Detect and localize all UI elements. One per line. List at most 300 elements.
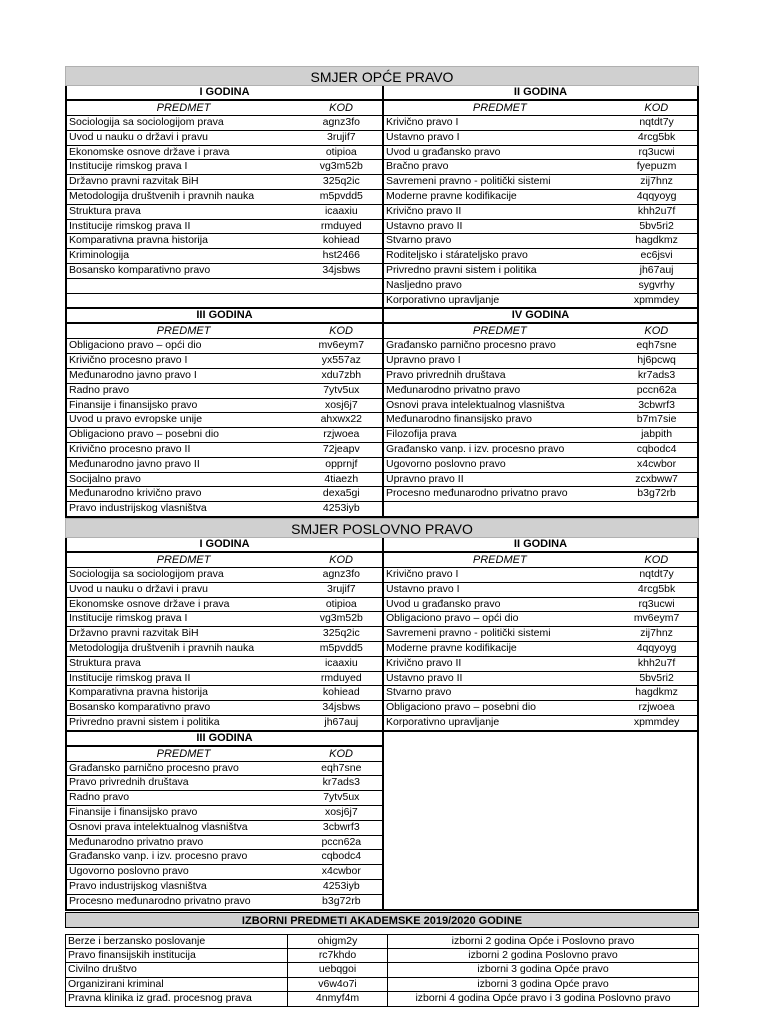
course-name: Uvod u građansko pravo [386, 145, 501, 158]
course-code: 72jeapv [322, 442, 360, 455]
course-name: Ustavno pravo II [386, 219, 463, 232]
course-code: 325q2ic [322, 627, 360, 640]
elective-row [66, 948, 698, 962]
course-code: 34jsbws [322, 701, 361, 714]
course-row [384, 597, 697, 612]
course-row [67, 582, 382, 597]
course-row [67, 715, 382, 730]
kod-header: KOD [644, 102, 669, 114]
course-name: Krivično pravo I [386, 116, 459, 128]
course-name: Međunarodno privatno pravo [386, 383, 521, 396]
course-name: Ustavno pravo I [386, 130, 460, 143]
course-row [384, 338, 697, 353]
course-row [384, 457, 697, 472]
course-code: nqtdt7y [639, 116, 674, 128]
course-row [384, 278, 697, 293]
course-row [384, 641, 697, 656]
course-name: Upravno pravo I [386, 354, 461, 367]
course-name: Krivično pravo II [386, 204, 462, 217]
course-code: x4cwbor [321, 865, 361, 878]
course-name: Komparativna pravna historija [69, 686, 208, 699]
kod-header: KOD [329, 747, 353, 760]
elective-note: izborni 3 godina Opće pravo [477, 963, 609, 976]
kod-header: KOD [329, 102, 353, 114]
course-name: Filozofija prava [386, 428, 457, 441]
course-row [67, 412, 382, 427]
elective-code: 4nmyf4m [288, 992, 388, 1005]
elective-row [66, 935, 698, 948]
course-name: Uvod u nauku o državi i pravu [69, 582, 208, 595]
course-code: 4tiaezh [324, 472, 359, 485]
predmet-header: PREDMET [156, 747, 211, 760]
elective-name: Berze i berzansko poslovanje [66, 935, 288, 948]
course-name: Osnovi prava intelektualnog vlasništva [386, 398, 565, 411]
kod-header: KOD [329, 325, 353, 338]
course-code: xpmmdey [633, 293, 680, 306]
course-row [67, 685, 382, 700]
course-row [67, 656, 382, 671]
course-row [384, 263, 697, 278]
course-name: Nasljedno pravo [386, 278, 462, 291]
elective-name: Pravo finansijskih institucija [66, 949, 288, 962]
predmet-header: PREDMET [156, 325, 211, 338]
course-row [384, 486, 697, 501]
course-code: sygvrhy [638, 278, 675, 291]
course-row [67, 879, 382, 894]
elective-row [66, 977, 698, 991]
course-name: Institucije rimskog prava I [69, 612, 188, 625]
course-name: Metodologija društvenih i pravnih nauka [69, 641, 255, 654]
course-code: zij7hnz [640, 627, 673, 640]
course-name: Državno pravni razvitak BiH [69, 175, 199, 188]
course-code: vg3m52b [319, 160, 363, 173]
elective-name: Pravna klinika iz građ. procesnog prava [66, 992, 288, 1005]
course-code: hst2466 [322, 249, 360, 262]
course-row [384, 233, 697, 248]
year-heading: I GODINA [67, 538, 382, 553]
course-row [67, 894, 382, 909]
column-header-row [384, 553, 697, 567]
course-name: Institucije rimskog prava II [69, 219, 191, 232]
course-code: kr7ads3 [322, 776, 360, 789]
course-code: ahxwx22 [320, 413, 363, 426]
course-code: pccn62a [636, 383, 677, 396]
course-row [67, 204, 382, 219]
empty-row [67, 278, 382, 293]
course-name: Ugovorno poslovno pravo [69, 865, 189, 878]
course-code: eqh7sne [636, 339, 677, 352]
course-name: Procesno međunarodno privatno pravo [386, 487, 568, 500]
course-code: kr7ads3 [637, 368, 676, 381]
year-heading: I GODINA [67, 86, 382, 101]
year-column [382, 309, 697, 516]
year-heading: IV GODINA [384, 309, 697, 324]
course-row [384, 219, 697, 234]
course-row [384, 115, 697, 130]
course-name: Obligaciono pravo – opći dio [69, 339, 202, 352]
course-code: zij7hnz [640, 175, 673, 188]
course-row [67, 567, 382, 582]
course-code: cqbodc4 [636, 442, 677, 455]
course-code: opprnjf [325, 457, 358, 470]
course-row [67, 219, 382, 234]
course-code: jh67auj [324, 715, 359, 728]
year-heading: II GODINA [384, 538, 697, 553]
course-row [384, 582, 697, 597]
course-row [384, 159, 697, 174]
course-code: 3cbwrf3 [638, 398, 675, 411]
course-row [67, 641, 382, 656]
course-row [67, 427, 382, 442]
course-row [67, 115, 382, 130]
course-row [384, 442, 697, 457]
course-row [384, 293, 697, 308]
course-name: Krivično procesno pravo I [69, 354, 188, 367]
predmet-header: PREDMET [472, 325, 527, 338]
course-row [67, 611, 382, 626]
course-code: 5bv5ri2 [639, 671, 674, 684]
course-code: hj6pcwq [637, 354, 676, 367]
year-heading: II GODINA [384, 86, 697, 101]
course-name: Pravo industrijskog vlasništva [69, 880, 207, 893]
course-code: icaaxiu [324, 204, 358, 217]
elective-note: izborni 2 godina Opće i Poslovno pravo [451, 934, 635, 947]
course-code: b3g72rb [322, 894, 361, 907]
course-row [384, 398, 697, 413]
course-name: Obligaciono pravo – opći dio [386, 612, 519, 625]
course-code: hagdkmz [635, 234, 678, 247]
predmet-header: PREDMET [156, 553, 211, 566]
empty-row [67, 293, 382, 308]
course-row [384, 472, 697, 487]
course-name: Građansko vanp. i izv. procesno pravo [386, 442, 565, 455]
course-name: Komparativna pravna historija [69, 234, 208, 247]
course-name: Uvod u nauku o državi i pravu [69, 130, 208, 143]
course-code: 3cbwrf3 [322, 820, 360, 833]
electives-title: IZBORNI PREDMETI AKADEMSKE 2019/2020 GODINE [65, 912, 699, 928]
course-row [384, 611, 697, 626]
course-name: Ustavno pravo I [386, 582, 460, 595]
course-code: eqh7sne [321, 761, 362, 774]
course-name: Uvod u građansko pravo [386, 597, 501, 610]
course-code: 3rujif7 [327, 582, 356, 595]
year-column [67, 86, 382, 307]
course-name: Pravo industrijskog vlasništva [69, 502, 207, 515]
elective-note: izborni 2 godina Poslovno pravo [468, 949, 618, 962]
course-row [67, 597, 382, 612]
course-code: 5bv5ri2 [639, 219, 674, 232]
course-code: khh2u7f [637, 656, 676, 669]
course-code: kohiead [322, 686, 360, 699]
column-header-row [384, 324, 697, 338]
course-code: yx557az [321, 354, 361, 367]
course-name: Međunarodno finansijsko pravo [386, 413, 532, 426]
course-row [384, 353, 697, 368]
course-code: 4rcg5bk [637, 130, 676, 143]
course-row [384, 656, 697, 671]
course-name: Institucije rimskog prava I [69, 160, 188, 173]
column-header-row [67, 101, 382, 115]
course-code: icaaxiu [324, 656, 358, 669]
course-name: Obligaciono pravo – posebni dio [386, 701, 537, 714]
course-row [67, 864, 382, 879]
course-name: Građansko vanp. i izv. procesno pravo [69, 850, 248, 863]
course-row [67, 130, 382, 145]
elective-code: ohigm2y [288, 935, 388, 948]
year-column [67, 309, 382, 516]
course-name: Bosansko komparativno pravo [69, 263, 211, 276]
course-name: Korporativno upravljanje [386, 715, 500, 728]
course-row [384, 412, 697, 427]
predmet-header: PREDMET [472, 553, 527, 566]
course-name: Moderne pravne kodifikacije [386, 641, 517, 654]
course-code: vg3m52b [319, 612, 363, 625]
course-code: rq3ucwi [638, 597, 675, 610]
course-name: Radno pravo [69, 383, 130, 396]
course-name: Građansko parnično procesno pravo [69, 761, 239, 774]
course-row [67, 820, 382, 835]
course-row [67, 671, 382, 686]
course-row [384, 145, 697, 160]
course-code: rmduyed [320, 219, 362, 232]
year-column [67, 538, 382, 730]
course-row [67, 338, 382, 353]
course-row [384, 383, 697, 398]
course-row [67, 248, 382, 263]
course-row [384, 427, 697, 442]
course-name: Stvarno pravo [386, 686, 452, 699]
course-code: otipioa [325, 597, 357, 610]
elective-name: Civilno društvo [66, 963, 288, 976]
elective-note: izborni 4 godina Opće pravo i 3 godina Poslovno pravo [415, 992, 671, 1005]
course-row [67, 849, 382, 864]
course-name: Savremeni pravno - politički sistemi [386, 627, 551, 640]
course-code: xosj6j7 [324, 806, 358, 819]
course-code: x4cwbor [637, 457, 677, 470]
course-name: Građansko parnično procesno pravo [386, 339, 556, 352]
course-name: Međunarodno javno pravo I [69, 368, 197, 381]
course-code: 4253iyb [322, 880, 360, 893]
course-row [67, 457, 382, 472]
course-code: fyepuzm [636, 160, 677, 173]
course-code: 4253iyb [322, 502, 360, 515]
course-name: Krivično pravo I [386, 567, 459, 580]
elective-code: uebqgoi [288, 963, 388, 976]
course-row [67, 486, 382, 501]
section-title: SMJER OPĆE PRAVO [65, 66, 699, 86]
course-code: agnz3fo [322, 116, 360, 128]
course-code: dexa5gi [322, 487, 360, 500]
course-code: cqbodc4 [321, 850, 362, 863]
course-name: Pravo privrednih društava [69, 776, 189, 789]
course-code: khh2u7f [637, 204, 676, 217]
course-row [384, 700, 697, 715]
course-name: Metodologija društvenih i pravnih nauka [69, 189, 255, 202]
course-name: Struktura prava [69, 204, 141, 217]
course-row [384, 174, 697, 189]
course-name: Socijalno pravo [69, 472, 141, 485]
course-code: jabpith [641, 428, 673, 441]
year-heading: III GODINA [67, 732, 382, 747]
course-code: xosj6j7 [324, 398, 358, 411]
course-row [67, 368, 382, 383]
year-heading: III GODINA [67, 309, 382, 324]
course-row [67, 472, 382, 487]
course-row [67, 383, 382, 398]
course-code: xpmmdey [633, 715, 680, 728]
elective-note: izborni 3 godina Opće pravo [477, 977, 609, 990]
kod-header: KOD [329, 553, 353, 566]
course-row [67, 775, 382, 790]
column-header-row [67, 553, 382, 567]
elective-name: Organizirani kriminal [66, 978, 288, 991]
course-name: Savremeni pravno - politički sistemi [386, 175, 551, 188]
course-row [67, 145, 382, 160]
year-heading-empty [384, 732, 697, 745]
course-code: rmduyed [320, 671, 362, 684]
course-code: 4rcg5bk [637, 582, 676, 595]
course-code: agnz3fo [322, 567, 360, 580]
course-name: Ugovorno poslovno pravo [386, 457, 506, 470]
year-column [382, 732, 697, 909]
course-code: xdu7zbh [321, 368, 362, 381]
course-name: Ustavno pravo II [386, 671, 463, 684]
course-name: Državno pravni razvitak BiH [69, 627, 199, 640]
course-row [384, 189, 697, 204]
course-name: Radno pravo [69, 791, 130, 804]
course-name: Međunarodno privatno pravo [69, 835, 204, 848]
course-name: Krivično procesno pravo II [69, 442, 191, 455]
course-name: Finansije i finansijsko pravo [69, 398, 198, 411]
course-code: 34jsbws [322, 263, 361, 276]
course-name: Kriminologija [69, 249, 130, 262]
empty-row [384, 501, 697, 516]
course-name: Moderne pravne kodifikacije [386, 189, 517, 202]
course-row [384, 685, 697, 700]
course-row [67, 159, 382, 174]
course-row [67, 761, 382, 776]
column-header-row [384, 101, 697, 115]
course-name: Roditeljsko i stárateljsko pravo [386, 249, 528, 262]
course-code: otipioa [325, 145, 357, 158]
course-name: Privredno pravni sistem i politika [386, 263, 537, 276]
predmet-header: PREDMET [472, 102, 527, 114]
course-row [67, 263, 382, 278]
course-code: 4qqyoyg [636, 189, 677, 202]
course-row [384, 130, 697, 145]
course-code: mv6eym7 [318, 339, 365, 352]
year-block [65, 86, 699, 309]
course-code: m5pvdd5 [319, 189, 363, 202]
section-title: SMJER POSLOVNO PRAVO [65, 518, 699, 538]
course-code: hagdkmz [635, 686, 678, 699]
course-row [384, 204, 697, 219]
year-column [67, 732, 382, 909]
elective-code: rc7khdo [288, 949, 388, 962]
course-name: Međunarodno javno pravo II [69, 457, 200, 470]
year-block [65, 309, 699, 518]
course-row [384, 368, 697, 383]
course-code: mv6eym7 [633, 612, 680, 625]
course-name: Privredno pravni sistem i politika [69, 715, 220, 728]
course-row [67, 700, 382, 715]
course-row [67, 805, 382, 820]
course-name: Stvarno pravo [386, 234, 452, 247]
elective-row [66, 991, 698, 1005]
course-name: Uvod u pravo evropske unije [69, 413, 203, 426]
course-name: Krivično pravo II [386, 656, 462, 669]
year-column [382, 538, 697, 730]
column-header-row [67, 747, 382, 761]
course-code: nqtdt7y [639, 567, 674, 580]
course-code: b7m7sie [636, 413, 677, 426]
course-name: Obligaciono pravo – posebni dio [69, 428, 220, 441]
course-code: 7ytv5ux [323, 383, 360, 396]
course-code: pccn62a [321, 835, 362, 848]
course-code: rzjwoea [323, 428, 360, 441]
course-row [67, 442, 382, 457]
course-row [67, 501, 382, 516]
elective-code: v6w4o7i [288, 978, 388, 991]
course-code: rzjwoea [638, 701, 675, 714]
course-code: 4qqyoyg [636, 641, 677, 654]
kod-header: KOD [644, 325, 669, 338]
elective-row [66, 962, 698, 976]
column-header-row [67, 324, 382, 338]
predmet-header: PREDMET [156, 102, 211, 114]
course-row [67, 174, 382, 189]
course-row [67, 835, 382, 850]
course-code: b3g72rb [637, 487, 676, 500]
course-code: rq3ucwi [638, 145, 675, 158]
course-code: m5pvdd5 [319, 641, 363, 654]
course-row [384, 248, 697, 263]
year-block [65, 538, 699, 732]
course-name: Pravo privrednih društava [386, 368, 506, 381]
course-code: ec6jsvi [640, 249, 673, 262]
kod-header: KOD [644, 553, 669, 566]
course-name: Sociologija sa sociologijom prava [69, 116, 224, 128]
course-name: Sociologija sa sociologijom prava [69, 567, 224, 580]
course-row [67, 626, 382, 641]
course-code: 3rujif7 [327, 130, 356, 143]
course-name: Korporativno upravljanje [386, 293, 500, 306]
course-row [67, 189, 382, 204]
course-row [384, 567, 697, 582]
course-row [384, 715, 697, 730]
course-name: Institucije rimskog prava II [69, 671, 191, 684]
course-name: Bračno pravo [386, 160, 449, 173]
course-name: Struktura prava [69, 656, 141, 669]
course-row [384, 671, 697, 686]
course-code: 325q2ic [322, 175, 360, 188]
year-block [65, 732, 699, 911]
year-column [382, 86, 697, 307]
course-code: jh67auj [639, 263, 674, 276]
course-row [67, 790, 382, 805]
course-code: 7ytv5ux [323, 791, 360, 804]
course-row [67, 398, 382, 413]
document [65, 66, 699, 1007]
course-name: Finansije i finansijsko pravo [69, 806, 198, 819]
course-row [67, 353, 382, 368]
course-row [67, 233, 382, 248]
course-name: Međunarodno krivično pravo [69, 487, 202, 500]
course-code: zcxbww7 [635, 472, 678, 485]
course-row [384, 626, 697, 641]
course-name: Upravno pravo II [386, 472, 464, 485]
electives-table [65, 934, 699, 1007]
